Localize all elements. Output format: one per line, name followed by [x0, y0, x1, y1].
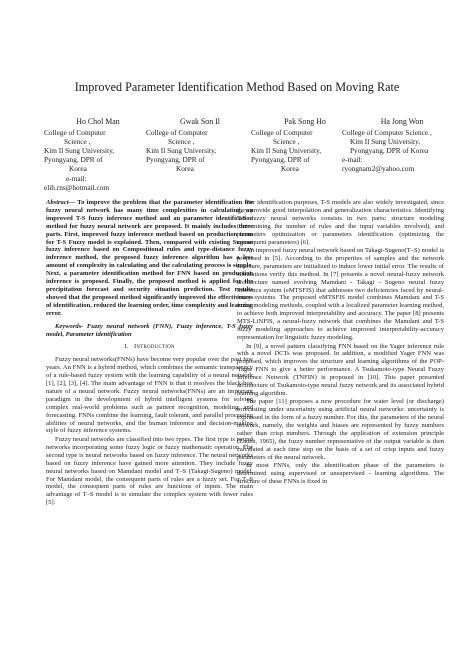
affiliation-line: Korea: [176, 164, 194, 174]
body-paragraph: For identification purposes, T-S models are also widely investigated, since they provide good interpolation and generalization characteristics. Identifying T-S fuzzy neural networks consists in two parts: structure modeling (determining the number of rules and the input variables involved), and parameters optimization or parameters identification (optimizing the consequent parameters) [6].: [237, 199, 444, 246]
affiliation-line: Science ,: [168, 137, 195, 147]
author-4: [342, 117, 462, 174]
body-paragraph: Fuzzy neural networks(FNNs) have become very popular over the past few years. An FNN is a hybrid method, which combines the semantic transparency of a rule-based fuzzy system with the learning capability of a neural network [1], [2], [3], [4]. The main advantage of FNN is that it resolves the black-box nature of a neural network. Fuzzy neural networks(FNNs) are an important paradigm in the development of hybrid intelligent systems for solving complex real-world problems such as pattern recognition, modeling, and forecasting. FNNs combine the learning, fault tolerant, and parallel processing abilities of neural networks, and the human inference and decision-making style of fuzzy inference systems.: [46, 356, 253, 435]
section-heading: [46, 343, 253, 351]
affiliation-line: College of Computer: [146, 128, 208, 138]
author-name: Gwak Son Il: [180, 117, 220, 126]
body-paragraph: Fuzzy neural networks are classified into two types. The first type is neural networks incorporating some fuzzy logic or fuzzy mathematic operation. The second type is neural networks based on fuzzy inference. The neural networks based on fuzzy inference have gained more attention. They include fuzzy neural networks based on Mamdani model and T–S (Takagi-Sugeno) model. For Mamdani model, the consequent parts of rules are a fuzzy set. For T–S model, the consequent parts of rules are functions of inputs. The main advantage of T–S model is to simulate the complex system with fewer rules [5].: [46, 435, 253, 507]
affiliation-line: Kim Il Sung University,: [146, 146, 217, 156]
author-2: [146, 117, 254, 174]
abstract-text: To improve the problem that the parameter identification for fuzzy neural network has many time complexities in calculating, an improved T-S fuzzy inference method and an parameter identification method for fuzzy neural network are proposed. It mainly includes three parts. First, improved fuzzy inference method based on production term for T-S Fuzzy model is explained. Then, compared with existing Sugeno fuzzy inference based on Compositional rules and type-distance fuzzy inference method, the proposed fuzzy inference algorithm has a less amount of complexity in calculating and the calculating process is simple. Next, a parameter identification method for FNN based on production inference is proposed. Finally, the proposed method is applied for the precipitation forecast and security situation prediction. Test results showed that the proposed method significantly improved the effectiveness of identification, reduced the learning order, time complexity and learning error.: [46, 199, 253, 317]
affiliation-line: Korea: [69, 164, 87, 174]
author-name: Ha Jong Won: [380, 117, 424, 126]
affiliation-line: Korea: [281, 164, 299, 174]
affiliation-line: Kim Il Sung University,: [44, 146, 115, 156]
author-block: [0, 117, 474, 197]
keywords: Keywords- Fuzzy neural network (FNN), Fuzzy inference, T-S fuzzy model, Parameter identification: [46, 322, 253, 338]
affiliation-line: Pyongyang, DPR of: [251, 155, 310, 165]
body-paragraph: The paper [11] proposes a new procedure for water level (or discharge) forecasting under uncertainty using artificial neural networks: uncertainty is expressed in the form of a fuzzy number. For this, the parameters of the neural network, namely, the weights and biases are represented by fuzzy numbers rather than crisp numbers. Through the application of extension principle (Zadeh, 1965), the fuzzy number representative of the output variable is then calculated at each time step on the basis of a set of crisp inputs and fuzzy parameters of the neural network.: [237, 398, 444, 461]
affiliation-line: Kim Il Sung University,: [350, 137, 421, 147]
affiliation-line: Pyongyang, DPR of Korea: [350, 146, 429, 156]
affiliation-line: Pyongyang, DPR of: [146, 155, 205, 165]
affiliation-line: Science ,: [64, 137, 91, 147]
abstract: [46, 199, 253, 318]
email-label: e-mail:: [66, 173, 87, 183]
section-title: Introduction: [134, 343, 175, 351]
author-name: Pak Song Ho: [284, 117, 326, 126]
paper-title: Improved Parameter Identification Method Based on Moving Rate: [74, 80, 400, 94]
author-email: ryongnam2@yahoo.com: [342, 164, 415, 174]
affiliation-line: College of Computer: [251, 128, 313, 138]
affiliation-line: Science ,: [273, 137, 300, 147]
left-column: [46, 199, 253, 508]
email-label: e-mail:: [342, 155, 363, 165]
right-column: [237, 199, 444, 487]
author-name: Ho Chol Man: [76, 117, 120, 126]
body-paragraph: An improved fuzzy neural network based on Takagi-Sugeno(T–S) model is proposed in [5]. According to the properties of samples and the network structure, parameters are initialized to induce lower initial error. The results of simulations verify this method. In [7] presents a novel neural-fuzzy network architecture named evolving Mamdani - Takagi - Sugeno neural fuzzy inference system (eMTSFIS) that addresses two deficiencies faced by neural-fuzzy systems. The proposed eMTSFIS model combines Mamdani and T-S fuzzy modeling methods, coupled with a localized parameter learning method, to achieve both improved interpretability and accuracy. The paper [8] presents MTS-LiNFIS, a neural-fuzzy network that combines the Mamdani and T-S fuzzy modeling approaches to achieve improved interpretability-accuracy representation for linguistic fuzzy modeling.: [237, 247, 444, 341]
affiliation-line: Pyongyang, DPR of: [44, 155, 103, 165]
author-email: elih.rns@hotmail.com: [44, 182, 110, 192]
affiliation-line: College of Computer: [44, 128, 106, 138]
author-1: [44, 117, 152, 192]
abstract-lead: Abstract—: [46, 199, 76, 206]
section-number: I.: [124, 343, 129, 351]
body-paragraph: In [9], a novel pattern classifying FNN based on the Yager inference rule with a novel DCTs was proposed. In addition, a modified Yager FNN was proposed, which improves the structure and learning algorithms of the POP-Yager FNN to give a better performance. A Tsukamoto-type Neural Fuzzy Inference Network (TNFIN) is proposed in [10]. This paper presented architecture of Tsukamoto-type neural fuzzy network and its associated hybrid learning algorithm.: [237, 342, 444, 397]
body-paragraph: In most FNNs, only the identification phase of the parameters is determined using supervised or unsupervised - learning algorithms. The structure of these FNNs is fixed in: [237, 462, 444, 486]
affiliation-line: College of Computer Science ,: [342, 128, 432, 138]
affiliation-line: Kim Il Sung University,: [251, 146, 322, 156]
